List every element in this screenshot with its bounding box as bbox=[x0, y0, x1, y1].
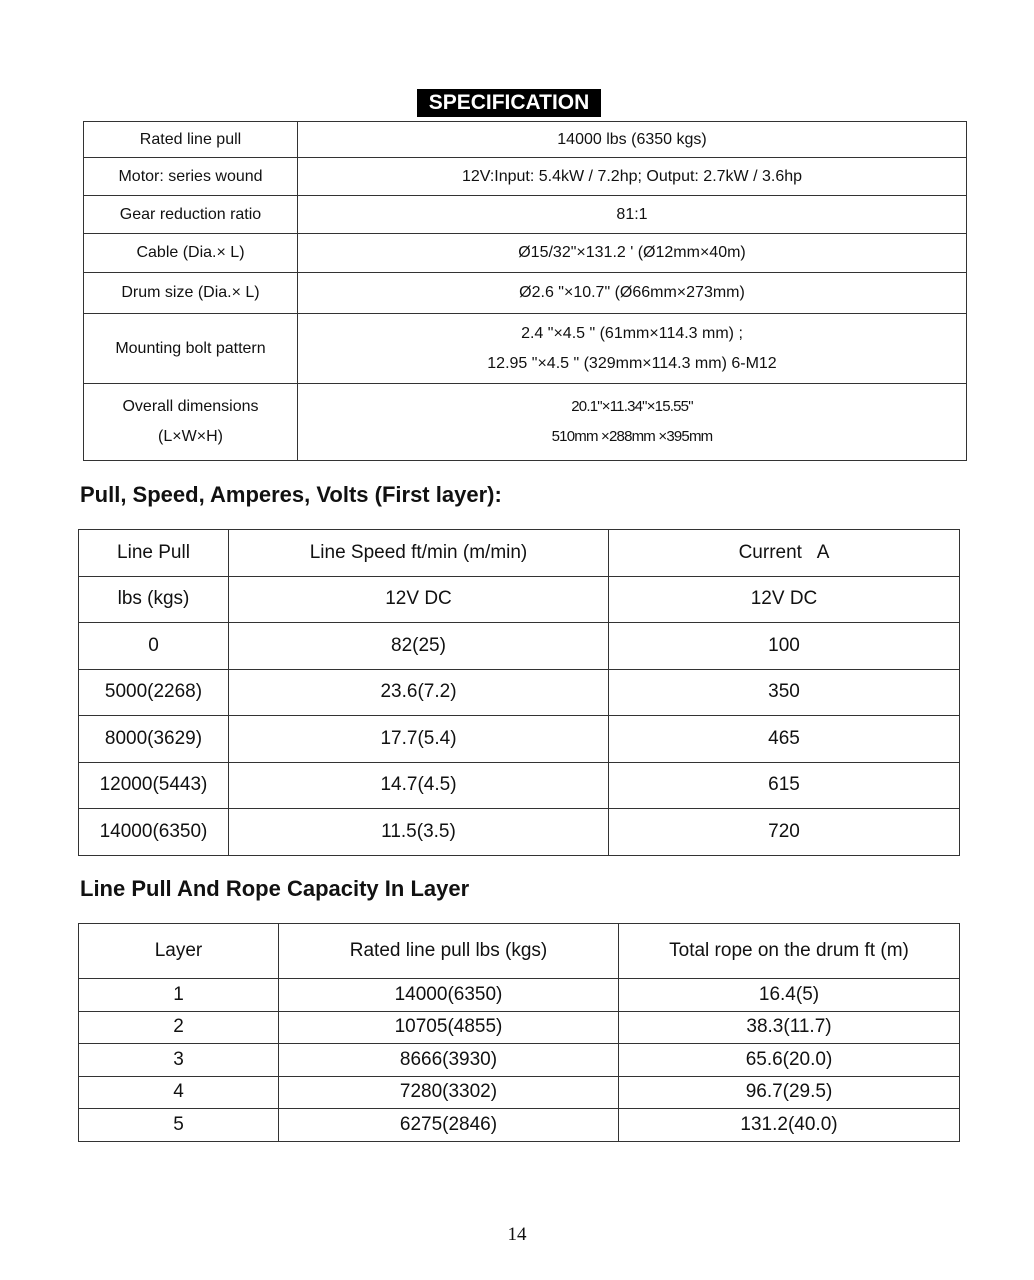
table-cell: 2 bbox=[79, 1011, 279, 1044]
spec-label bbox=[84, 314, 298, 384]
spec-label bbox=[84, 158, 298, 196]
table-row bbox=[79, 809, 960, 856]
spec-value-line: Ø15/32"×131.2 ' (Ø12mm×40m) bbox=[518, 244, 746, 261]
spec-value-line: Ø2.6 "×10.7" (Ø66mm×273mm) bbox=[519, 284, 745, 301]
spec-value bbox=[298, 273, 967, 314]
spec-label bbox=[84, 234, 298, 273]
pull-speed-table bbox=[78, 529, 960, 856]
table-cell: 23.6(7.2) bbox=[229, 669, 609, 716]
spec-row bbox=[84, 234, 967, 273]
spec-label bbox=[84, 196, 298, 234]
table-units-row bbox=[79, 576, 960, 623]
column-header: Line Speed ft/min (m/min) bbox=[229, 530, 609, 577]
spec-label bbox=[84, 273, 298, 314]
spec-row bbox=[84, 196, 967, 234]
spec-value-line: 2.4 "×4.5 " (61mm×114.3 mm) ; bbox=[521, 324, 743, 342]
table-header-row bbox=[79, 530, 960, 577]
spec-label-line: Mounting bolt pattern bbox=[115, 339, 266, 357]
table-cell: 8000(3629) bbox=[79, 716, 229, 763]
unit-cell: 12V DC bbox=[609, 576, 960, 623]
spec-value-line: 20.1"×11.34"×15.55" bbox=[571, 398, 693, 415]
table-cell: 96.7(29.5) bbox=[619, 1076, 960, 1109]
page-title: SPECIFICATION bbox=[417, 89, 601, 117]
table-cell: 4 bbox=[79, 1076, 279, 1109]
unit-cell: lbs (kgs) bbox=[79, 576, 229, 623]
table-cell: 131.2(40.0) bbox=[619, 1109, 960, 1142]
spec-label bbox=[84, 122, 298, 158]
spec-label-line: Overall dimensions bbox=[122, 398, 259, 415]
table-cell: 12000(5443) bbox=[79, 762, 229, 809]
column-header: Layer bbox=[79, 924, 279, 979]
spec-label-line: Gear reduction ratio bbox=[119, 205, 262, 223]
table-row bbox=[79, 1044, 960, 1077]
table-cell: 5000(2268) bbox=[79, 669, 229, 716]
spec-value bbox=[298, 158, 967, 196]
table-cell: 38.3(11.7) bbox=[619, 1011, 960, 1044]
spec-value-line: 12V:Input: 5.4kW / 7.2hp; Output: 2.7kW / 3.6hp bbox=[461, 167, 803, 185]
table-cell: 3 bbox=[79, 1044, 279, 1077]
table-cell: 11.5(3.5) bbox=[229, 809, 609, 856]
table-row bbox=[79, 1076, 960, 1109]
table-cell: 0 bbox=[79, 623, 229, 670]
table-cell: 10705(4855) bbox=[279, 1011, 619, 1044]
table-row bbox=[79, 979, 960, 1012]
table-cell: 17.7(5.4) bbox=[229, 716, 609, 763]
table-cell: 350 bbox=[609, 669, 960, 716]
table-cell: 6275(2846) bbox=[279, 1109, 619, 1142]
specification-table bbox=[83, 121, 967, 461]
column-header: Current A bbox=[609, 530, 960, 577]
spec-row bbox=[84, 273, 967, 314]
table-cell: 16.4(5) bbox=[619, 979, 960, 1012]
spec-label-line: Rated line pull bbox=[139, 130, 242, 148]
spec-label-line: Motor: series wound bbox=[118, 167, 263, 185]
spec-label bbox=[84, 384, 298, 461]
spec-value bbox=[298, 234, 967, 273]
pull-speed-heading: Pull, Speed, Amperes, Volts (First layer): bbox=[80, 482, 502, 507]
spec-row bbox=[84, 314, 967, 384]
table-cell: 14000(6350) bbox=[79, 809, 229, 856]
spec-value-line: 510mm ×288mm ×395mm bbox=[551, 428, 713, 445]
table-cell: 720 bbox=[609, 809, 960, 856]
rope-capacity-heading: Line Pull And Rope Capacity In Layer bbox=[80, 876, 470, 901]
page-number: 14 bbox=[507, 1224, 527, 1245]
table-row bbox=[79, 716, 960, 763]
spec-value bbox=[298, 384, 967, 461]
spec-value bbox=[298, 196, 967, 234]
spec-value-line: 81:1 bbox=[616, 205, 648, 223]
spec-row bbox=[84, 384, 967, 461]
table-cell: 14.7(4.5) bbox=[229, 762, 609, 809]
table-cell: 1 bbox=[79, 979, 279, 1012]
column-header: Total rope on the drum ft (m) bbox=[619, 924, 960, 979]
table-row bbox=[79, 1109, 960, 1142]
table-cell: 82(25) bbox=[229, 623, 609, 670]
spec-value bbox=[298, 122, 967, 158]
spec-row bbox=[84, 122, 967, 158]
table-cell: 615 bbox=[609, 762, 960, 809]
spec-label-line: (L×W×H) bbox=[158, 428, 223, 445]
spec-label-line: Drum size (Dia.× L) bbox=[121, 284, 260, 301]
unit-cell: 12V DC bbox=[229, 576, 609, 623]
rope-capacity-table bbox=[78, 923, 960, 1142]
column-header: Rated line pull lbs (kgs) bbox=[279, 924, 619, 979]
spec-row bbox=[84, 158, 967, 196]
table-cell: 7280(3302) bbox=[279, 1076, 619, 1109]
table-row bbox=[79, 623, 960, 670]
table-row bbox=[79, 669, 960, 716]
spec-value-line: 14000 lbs (6350 kgs) bbox=[557, 130, 707, 148]
spec-value bbox=[298, 314, 967, 384]
table-header-row bbox=[79, 924, 960, 979]
table-row bbox=[79, 1011, 960, 1044]
table-cell: 65.6(20.0) bbox=[619, 1044, 960, 1077]
spec-label-line: Cable (Dia.× L) bbox=[136, 244, 245, 261]
table-cell: 8666(3930) bbox=[279, 1044, 619, 1077]
table-row bbox=[79, 762, 960, 809]
spec-value-line: 12.95 "×4.5 " (329mm×114.3 mm) 6-M12 bbox=[487, 354, 777, 372]
table-cell: 5 bbox=[79, 1109, 279, 1142]
table-cell: 14000(6350) bbox=[279, 979, 619, 1012]
table-cell: 100 bbox=[609, 623, 960, 670]
column-header: Line Pull bbox=[79, 530, 229, 577]
table-cell: 465 bbox=[609, 716, 960, 763]
